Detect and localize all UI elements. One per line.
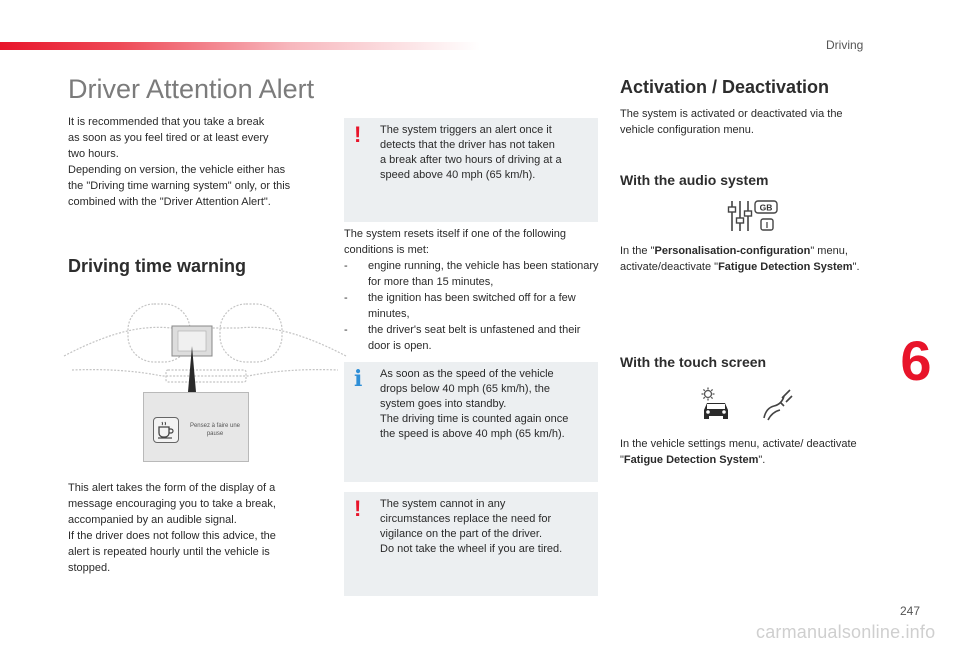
activation-paragraph — [620, 106, 880, 138]
coffee-cup-icon — [153, 417, 179, 443]
feature-name: Fatigue Detection System — [718, 261, 853, 273]
callout-line: Do not take the wheel if you are tired. — [380, 543, 563, 555]
intro-paragraph — [68, 114, 330, 210]
steering-assist-icon — [760, 386, 796, 422]
info-glyph-label: I — [765, 221, 769, 230]
activation-line: vehicle configuration menu. — [620, 124, 754, 136]
standby-info-callout — [344, 362, 598, 482]
callout-text — [380, 367, 594, 442]
audio-text: ". — [852, 261, 860, 273]
callout-line: detects that the driver has not taken — [380, 139, 555, 151]
message-display — [143, 392, 249, 462]
break-message-line: Pensez à faire une — [189, 423, 241, 429]
description-line: If the driver does not follow this advice, the — [68, 530, 276, 542]
intro-line: the "Driving time warning system" only, or this — [68, 180, 291, 192]
condition-item: - the ignition has been switched off for a few minutes, — [344, 290, 600, 322]
chapter-number: 6 — [900, 329, 932, 392]
callout-line: drops below 40 mph (65 km/h), the — [380, 383, 550, 395]
callout-line: The driving time is counted again once — [380, 413, 569, 425]
driving-time-description — [68, 480, 330, 576]
page-number: 247 — [900, 604, 921, 618]
intro-line: Depending on version, the vehicle either has — [68, 164, 286, 176]
intro-line: combined with the "Driver Attention Alert". — [68, 196, 271, 208]
audio-settings-icon — [726, 198, 780, 234]
callout-line: a break after two hours of driving at a — [380, 154, 562, 166]
callout-line: speed above 40 mph (65 km/h). — [380, 169, 536, 181]
warning-icon: ! — [354, 122, 362, 147]
audio-text: " menu, activate/deactivate " — [620, 245, 848, 273]
description-line: accompanied by an audible signal. — [68, 514, 237, 526]
description-line: stopped. — [68, 562, 111, 574]
touch-text: In the vehicle settings menu, activate/ deactivate " — [620, 438, 857, 466]
touch-screen-heading: With the touch screen — [620, 354, 767, 370]
activation-line: The system is activated or deactivated via the — [620, 108, 843, 120]
callout-line: the speed is above 40 mph (65 km/h). — [380, 428, 565, 440]
callout-text — [380, 497, 594, 557]
break-message — [182, 422, 248, 438]
callout-line: The system cannot in any — [380, 498, 506, 510]
page-title: Driver Attention Alert — [68, 74, 315, 104]
condition-item: - the driver's seat belt is unfastened and their door is open. — [344, 322, 600, 354]
intro-line: It is recommended that you take a break — [68, 116, 265, 128]
gb-language-label: GB — [759, 202, 773, 213]
description-line: alert is repeated hourly until the vehicle is — [68, 546, 270, 558]
touch-paragraph — [620, 436, 882, 468]
callout-line: The system triggers an alert once it — [380, 124, 552, 136]
reset-intro-line: conditions is met: — [344, 244, 429, 256]
break-message-line: pause — [206, 431, 224, 437]
reset-conditions — [344, 226, 600, 354]
intro-line: two hours. — [68, 148, 119, 160]
warning-icon: ! — [354, 496, 362, 521]
callout-line: circumstances replace the need for — [380, 513, 552, 525]
touch-text: ". — [758, 454, 766, 466]
condition-item: - engine running, the vehicle has been stationary for more than 15 minutes, — [344, 258, 600, 290]
info-icon: i — [354, 366, 363, 392]
callout-line: As soon as the speed of the vehicle — [380, 368, 554, 380]
dashboard-illustration — [62, 296, 348, 392]
audio-system-heading: With the audio system — [620, 172, 769, 188]
section-label: Driving — [826, 38, 864, 52]
menu-name: Personalisation-configuration — [654, 245, 811, 257]
chapter-color-bar — [0, 42, 480, 50]
watermark: carmanualsonline.info — [756, 622, 936, 642]
callout-line: vigilance on the part of the driver. — [380, 528, 543, 540]
activation-heading: Activation / Deactivation — [620, 77, 830, 97]
description-line: This alert takes the form of the display of a — [68, 482, 276, 494]
description-line: message encouraging you to take a break, — [68, 498, 276, 510]
audio-text: In the " — [620, 245, 655, 257]
audio-paragraph — [620, 243, 882, 275]
conditions-list — [344, 258, 600, 354]
callout-line: system goes into standby. — [380, 398, 507, 410]
reset-intro-line: The system resets itself if one of the following — [344, 228, 566, 240]
callout-text — [380, 123, 594, 183]
feature-name: Fatigue Detection System — [623, 454, 759, 466]
car-settings-icon — [698, 386, 734, 422]
alert-warning-callout — [344, 118, 598, 222]
intro-line: as soon as you feel tired or at least every — [68, 132, 269, 144]
driving-time-heading: Driving time warning — [68, 256, 247, 276]
caution-warning-callout — [344, 492, 598, 596]
